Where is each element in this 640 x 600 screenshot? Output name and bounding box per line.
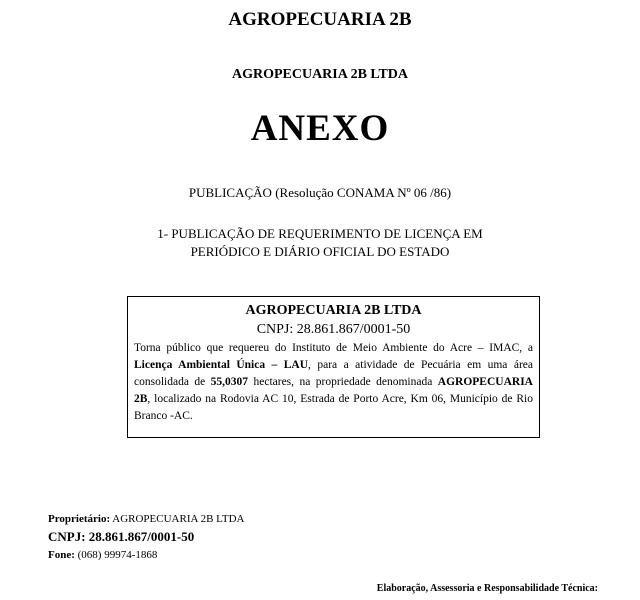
company-legal-name: AGROPECUARIA 2B LTDA: [231, 67, 409, 82]
owner-name: AGROPECUARIA 2B LTDA: [112, 513, 245, 525]
technical-responsibility: Elaboração, Assessoria e Responsabilidade Técnica:: [376, 583, 598, 594]
owner-phone-label: Fone:: [48, 549, 75, 561]
notice-area: 55,0307: [210, 376, 249, 388]
publication-item: [0, 225, 640, 261]
notice-property: AGROPECUARIA 2B: [134, 376, 533, 405]
publication-item-line-2: PERIÓDICO E DIÁRIO OFICIAL DO ESTADO: [190, 244, 450, 259]
notice-text-2: , para a atividade de Pecuária em uma área consolidada de: [134, 359, 533, 388]
owner-phone-line: [48, 547, 245, 563]
notice-license: Licença Ambiental Única – LAU: [134, 359, 309, 371]
notice-box: [127, 296, 540, 438]
publication-line: [0, 185, 640, 201]
publication-resolution: (Resolução CONAMA Nº 06 /86): [275, 185, 452, 200]
notice-cnpj: CNPJ: 28.861.867/0001-50: [256, 322, 411, 337]
owner-block: [48, 511, 245, 563]
annex-title: ANEXO: [250, 108, 390, 149]
notice-text-4: , localizado na Rodovia AC 10, Estrada de Porto Acre, Km 06, Município de Rio Branco -AC.: [134, 393, 533, 422]
owner-phone: (068) 99974-1868: [77, 549, 158, 561]
notice-company: AGROPECUARIA 2B LTDA: [245, 303, 422, 318]
company-header: AGROPECUARIA 2B: [228, 9, 412, 30]
publication-label: PUBLICAÇÃO: [188, 185, 272, 200]
notice-text-3: hectares, na propriedade denominada: [248, 376, 438, 388]
owner-line: [48, 511, 245, 527]
owner-cnpj: CNPJ: 28.861.867/0001-50: [48, 529, 195, 544]
notice-body: [134, 340, 533, 425]
publication-item-line-1: 1- PUBLICAÇÃO DE REQUERIMENTO DE LICENÇA EM: [157, 226, 483, 241]
notice-text-1: Torna público que requereu do Instituto de Meio Ambiente do Acre – IMAC, a: [134, 342, 533, 354]
owner-label: Proprietário:: [48, 513, 111, 525]
